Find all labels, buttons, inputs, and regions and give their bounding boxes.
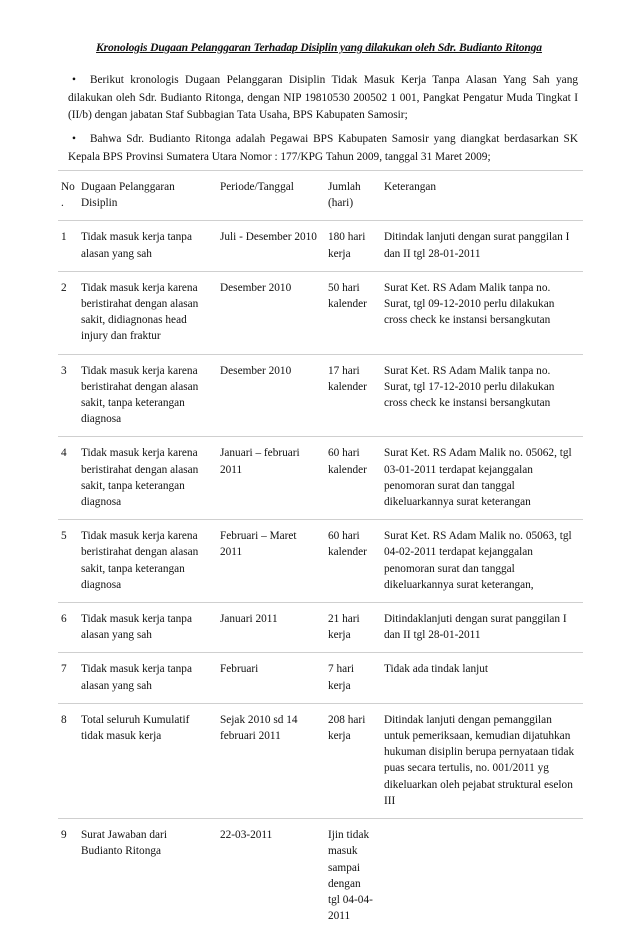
cell-keterangan: Tidak ada tindak lanjut (384, 663, 489, 676)
intro-text: Berikut kronologis Dugaan Pelanggaran Disiplin Tidak Masuk Kerja Tanpa Alasan Yang Sah yang dilakukan oleh Sdr. Budianto Ritonga, dengan NIP 19810530 200502 1 001, Pangkat Pengatur Muda Tingkat I (II/b) dengan jabatan Staf Subbagian Tata Usaha, BPS Kabupaten Samosir; (68, 74, 578, 121)
cell-keterangan: Ditindaklanjuti dengan surat panggilan I dan II tgl 28-01-2011 (384, 613, 567, 642)
cell-periode: 22-03-2011 (220, 829, 273, 842)
cell-periode: Januari 2011 (220, 613, 278, 626)
cell-dugaan: Tidak masuk kerja karena beristirahat dengan alasan sakit, tanpa keterangan diagnosa (81, 364, 199, 426)
header-jumlah: Jumlah (hari) (328, 181, 361, 210)
cell-jumlah: 17 hari kalender (328, 364, 367, 393)
intro-text: Bahwa Sdr. Budianto Ritonga adalah Pegawai BPS Kabupaten Samosir yang diangkat berdasarkan SK Kepala BPS Provinsi Sumatera Utara Nomor : 177/KPG Tahun 2009, tanggal 31 Maret 2009; (68, 133, 578, 163)
cell-dugaan: Tidak masuk kerja tanpa alasan yang sah (81, 613, 192, 642)
cell-jumlah: 7 hari kerja (328, 663, 355, 692)
intro-paragraph (68, 72, 578, 125)
table-header-row (58, 171, 583, 221)
cell-periode: Desember 2010 (220, 281, 292, 294)
table-row (58, 271, 583, 354)
bullet-icon: • (72, 74, 76, 86)
cell-no: 4 (61, 447, 67, 460)
header-keterangan: Keterangan (384, 181, 437, 193)
cell-no: 5 (61, 530, 67, 543)
cell-keterangan: Surat Ket. RS Adam Malik tanpa no. Surat, tgl 17-12-2010 perlu dilakukan cross check ke instansi bersangkutan (384, 364, 555, 410)
header-dugaan: Dugaan Pelanggaran Disiplin (81, 181, 175, 210)
cell-keterangan: Ditindak lanjuti dengan surat panggilan I dan II tgl 28-01-2011 (384, 231, 570, 260)
cell-periode: Januari – februari 2011 (220, 447, 300, 476)
bullet-icon: • (72, 133, 76, 145)
cell-periode: Sejak 2010 sd 14 februari 2011 (220, 713, 298, 743)
cell-dugaan: Tidak masuk kerja karena beristirahat dengan alasan sakit, tanpa keterangan diagnosa (81, 530, 199, 591)
cell-no: 9 (61, 829, 67, 842)
cell-jumlah: 60 hari kalender (328, 530, 367, 559)
cell-periode: Februari – Maret 2011 (220, 530, 297, 559)
cell-no: 1 (61, 231, 67, 244)
cell-dugaan: Total seluruh Kumulatif tidak masuk kerja (81, 713, 190, 743)
table-row (58, 437, 583, 520)
cell-jumlah: 180 hari kerja (328, 231, 366, 260)
cell-dugaan: Tidak masuk kerja karena beristirahat dengan alasan sakit, tanpa keterangan diagnosa (81, 447, 199, 509)
intro-paragraph (68, 131, 578, 166)
table-row (58, 703, 583, 818)
header-no: No . (61, 181, 75, 210)
table-row (58, 520, 583, 603)
cell-keterangan (381, 819, 583, 933)
cell-jumlah: 60 hari kalender (328, 447, 367, 476)
cell-dugaan: Tidak masuk kerja tanpa alasan yang sah (81, 231, 192, 260)
table-row (58, 354, 583, 437)
table-row (58, 653, 583, 703)
cell-dugaan: Surat Jawaban dari Budianto Ritonga (81, 829, 167, 858)
cell-periode: Juli - Desember 2010 (220, 231, 317, 244)
chronology-table (58, 170, 583, 933)
cell-no: 6 (61, 613, 67, 626)
cell-no: 3 (61, 364, 67, 377)
cell-jumlah: 208 hari kerja (328, 713, 366, 743)
header-periode: Periode/Tanggal (220, 181, 294, 193)
cell-no: 2 (61, 281, 67, 294)
cell-keterangan: Surat Ket. RS Adam Malik no. 05063, tgl 04-02-2011 terdapat kejanggalan penomoran surat dan tanggal dikeluarkannya surat keterangan, (384, 530, 572, 591)
cell-dugaan: Tidak masuk kerja karena beristirahat dengan alasan sakit, didiagnonas head injury dan fraktur (81, 281, 199, 343)
cell-dugaan: Tidak masuk kerja tanpa alasan yang sah (81, 663, 192, 692)
cell-no: 7 (61, 663, 67, 676)
cell-jumlah: 21 hari kerja (328, 613, 360, 642)
cell-jumlah: 50 hari kalender (328, 281, 367, 311)
cell-periode: Desember 2010 (220, 364, 292, 377)
cell-keterangan: Surat Ket. RS Adam Malik no. 05062, tgl 03-01-2011 terdapat kejanggalan penomoran surat dan tanggal dikeluarkannya surat keterangan (384, 447, 572, 509)
cell-periode: Februari (220, 663, 259, 676)
cell-jumlah: Ijin tidak masuk sampai dengan tgl 04-04-2011 (328, 829, 373, 923)
cell-keterangan: Surat Ket. RS Adam Malik tanpa no. Surat, tgl 09-12-2010 perlu dilakukan cross check ke instansi bersangkutan (384, 281, 555, 327)
cell-no: 8 (61, 713, 67, 726)
table-row (58, 819, 583, 933)
document-title: Kronologis Dugaan Pelanggaran Terhadap Disiplin yang dilakukan oleh Sdr. Budianto Ritonga (96, 41, 542, 54)
cell-keterangan: Ditindak lanjuti dengan pemanggilan untuk pemeriksaan, kemudian dijatuhkan hukuman disiplin berupa pernyataan tidak puas secara tertulis, no. 001/2011 yg dikeluarkan oleh pejabat struktural eselon III (384, 713, 575, 807)
table-row (58, 603, 583, 653)
table-row (58, 221, 583, 271)
